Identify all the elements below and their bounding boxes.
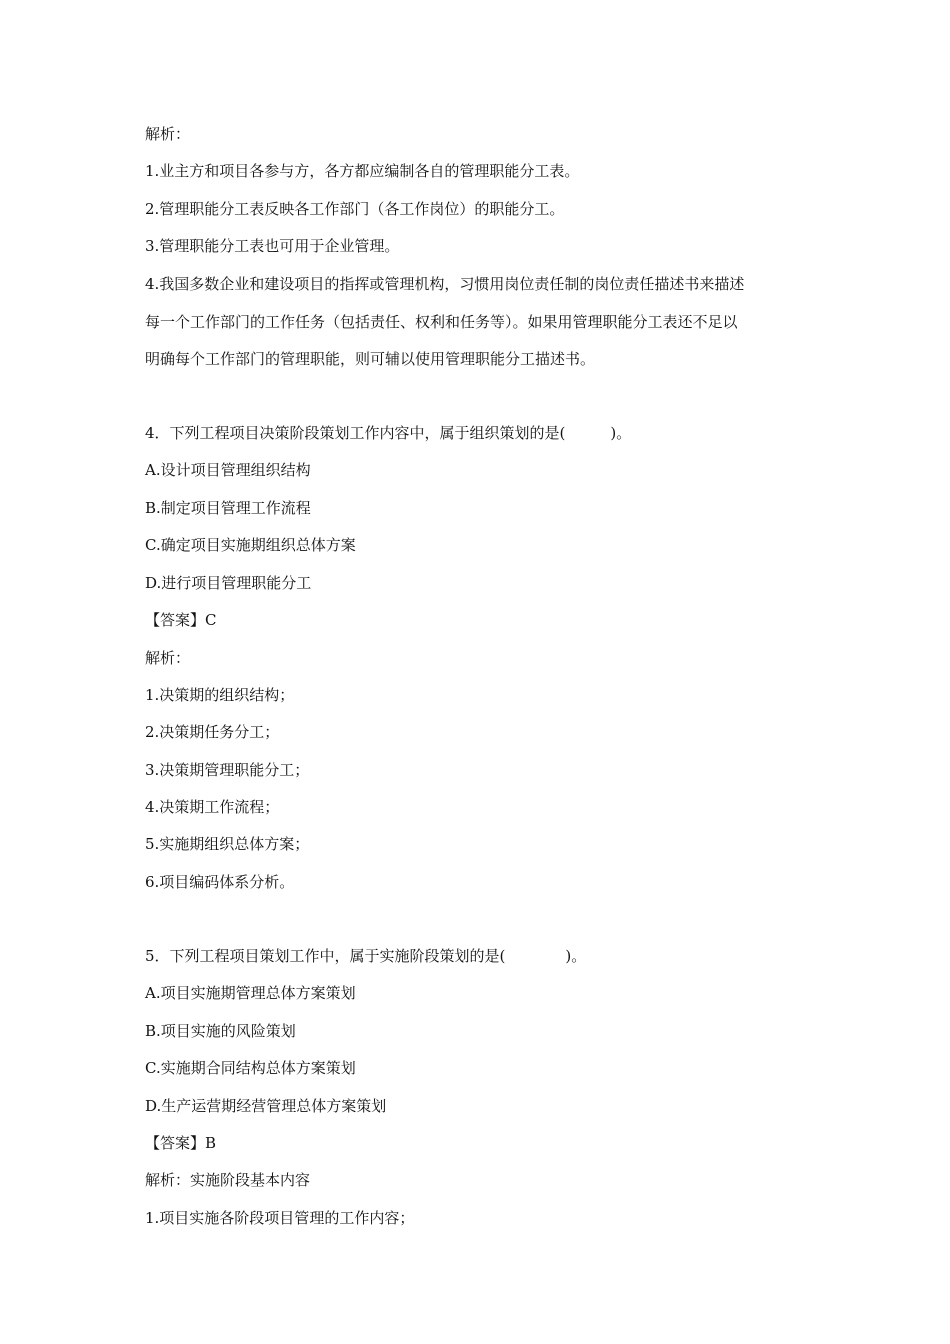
question-4-analysis-item: 1.决策期的组织结构； <box>145 686 295 704</box>
question-4-analysis-item: 3.决策期管理职能分工； <box>145 761 310 779</box>
question-4-analysis-heading: 解析： <box>145 649 191 667</box>
analysis-item: 1.业主方和项目各参与方，各方都应编制各自的管理职能分工表。 <box>145 162 580 180</box>
question-4-analysis-item: 4.决策期工作流程； <box>145 798 280 816</box>
analysis-item: 4.我国多数企业和建设项目的指挥或管理机构，习惯用岗位责任制的岗位责任描述书来描述 <box>145 275 745 293</box>
analysis-item-continued: 明确每个工作部门的管理职能，则可辅以使用管理职能分工描述书。 <box>145 350 596 368</box>
question-5-option-c: C.实施期合同结构总体方案策划 <box>145 1059 356 1077</box>
question-4-analysis-item: 2.决策期任务分工； <box>145 723 280 741</box>
question-5-analysis-heading: 解析：实施阶段基本内容 <box>145 1171 311 1189</box>
question-5-analysis-item: 1.项目实施各阶段项目管理的工作内容； <box>145 1209 415 1227</box>
question-4-stem: 4．下列工程项目决策阶段策划工作内容中，属于组织策划的是( )。 <box>145 424 632 442</box>
question-4-option-b: B.制定项目管理工作流程 <box>145 499 311 517</box>
question-4-analysis-item: 6.项目编码体系分析。 <box>145 873 295 891</box>
question-5-option-a: A.项目实施期管理总体方案策划 <box>145 984 356 1002</box>
question-5-answer: 【答案】B <box>145 1134 217 1152</box>
question-5-option-d: D.生产运营期经营管理总体方案策划 <box>145 1097 387 1115</box>
analysis-item: 2.管理职能分工表反映各工作部门（各工作岗位）的职能分工。 <box>145 200 565 218</box>
analysis-item: 3.管理职能分工表也可用于企业管理。 <box>145 237 400 255</box>
analysis-item-continued: 每一个工作部门的工作任务（包括责任、权利和任务等）。如果用管理职能分工表还不足以 <box>145 313 738 331</box>
analysis-heading: 解析： <box>145 125 191 143</box>
question-5-option-b: B.项目实施的风险策划 <box>145 1022 296 1040</box>
question-4-option-d: D.进行项目管理职能分工 <box>145 574 312 592</box>
question-4-option-c: C.确定项目实施期组织总体方案 <box>145 536 356 554</box>
question-4-answer: 【答案】C <box>145 611 217 629</box>
question-4-analysis-item: 5.实施期组织总体方案； <box>145 835 310 853</box>
question-5-stem: 5．下列工程项目策划工作中，属于实施阶段策划的是( )。 <box>145 947 587 965</box>
question-4-option-a: A.设计项目管理组织结构 <box>145 461 311 479</box>
